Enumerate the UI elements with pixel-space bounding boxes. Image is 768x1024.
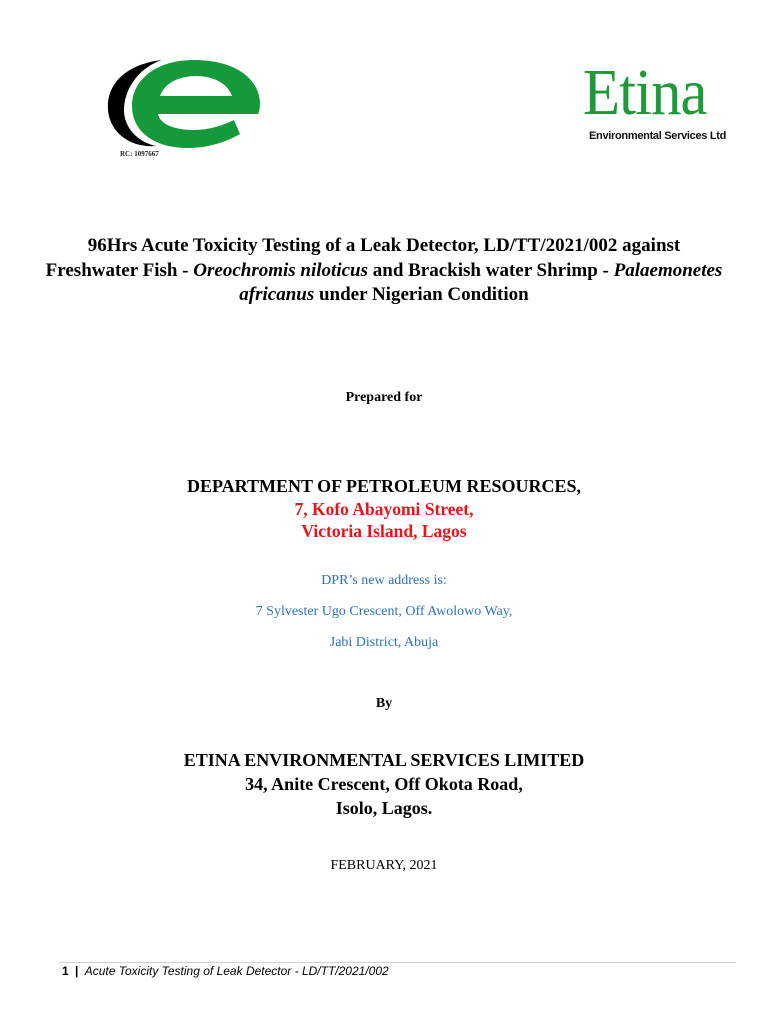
- client-name: DEPARTMENT OF PETROLEUM RESOURCES,: [186, 476, 582, 496]
- etina-brand-word: Etina: [583, 56, 707, 129]
- etina-logo: [583, 56, 743, 150]
- preparer-address-line-1: 34, Anite Crescent, Off Okota Road,: [245, 774, 523, 794]
- new-address-line-1: 7 Sylvester Ugo Crescent, Off Awolowo Way,: [255, 604, 513, 619]
- rc-number: RC: 1097667: [120, 150, 159, 158]
- client-logo: [104, 56, 264, 166]
- title-part-3: under Nigerian Condition: [314, 284, 529, 305]
- report-date: FEBRUARY, 2021: [330, 858, 438, 873]
- preparer-name: ETINA ENVIRONMENTAL SERVICES LIMITED: [183, 750, 585, 770]
- footer-text: Acute Toxicity Testing of Leak Detector - LD/TT/2021/002: [84, 964, 389, 978]
- footer-separator: |: [75, 964, 79, 978]
- prepared-for-label: Prepared for: [345, 390, 423, 405]
- new-address-heading: DPR’s new address is:: [321, 573, 447, 588]
- title-part-2: and Brackish water Shrimp -: [368, 259, 614, 281]
- client-address-line-2: Victoria Island, Lagos: [301, 521, 467, 541]
- page-number: 1: [62, 964, 69, 978]
- title-species-shrimp: Palaemonetes africanus: [239, 259, 723, 305]
- etina-brand-subtitle: Environmental Services Ltd: [589, 130, 727, 142]
- client-address-line-1: 7, Kofo Abayomi Street,: [294, 499, 474, 519]
- report-title: [40, 234, 728, 308]
- title-species-fish: Oreochromis niloticus: [193, 259, 368, 281]
- new-address-line-2: Jabi District, Abuja: [329, 635, 439, 650]
- page-footer: [62, 964, 389, 978]
- preparer-address-line-2: Isolo, Lagos.: [335, 798, 433, 818]
- title-part-1: 96Hrs Acute Toxicity Testing of a Leak Detector, LD/TT/2021/002 against Freshwater Fish -: [45, 235, 681, 281]
- by-label: By: [375, 696, 393, 711]
- footer-divider: [60, 962, 736, 963]
